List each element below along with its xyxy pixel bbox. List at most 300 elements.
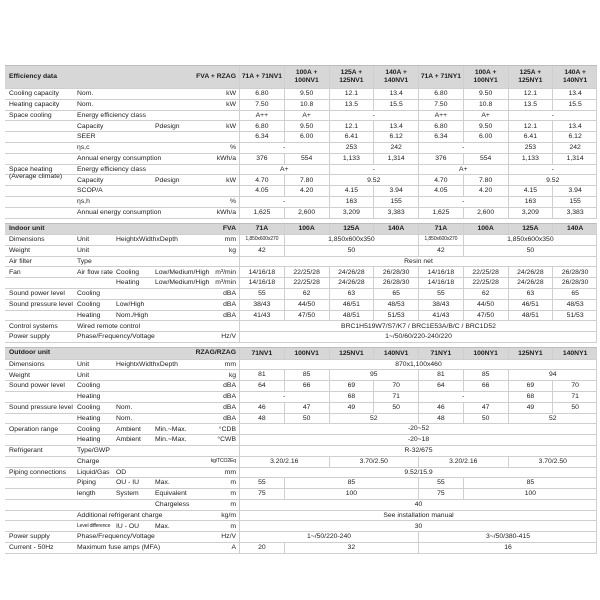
column-header — [329, 66, 374, 88]
value-cell: 6.80 — [239, 121, 284, 131]
row-labels — [5, 332, 239, 342]
value-cell: 376 — [239, 154, 284, 164]
value-cell: 1,850x600x270 — [239, 235, 284, 245]
value-cell: 50 — [284, 246, 418, 256]
value-cell: 68 — [329, 392, 374, 402]
spec-row — [5, 132, 597, 143]
value-cell: 155 — [552, 197, 597, 207]
spec-row — [5, 360, 597, 371]
value-cell: - — [508, 165, 598, 175]
row-label: Equivalent — [155, 490, 187, 498]
spec-row — [5, 257, 597, 268]
spec-row — [5, 289, 597, 300]
row-labels — [5, 360, 239, 370]
spec-row — [5, 332, 597, 343]
value-cell: 12.1 — [508, 89, 553, 99]
unit-label: kWh/a — [216, 208, 236, 216]
unit-label: % — [229, 144, 236, 152]
value-cell: BRC1H519W7/S7/K7 / BRC1E53A/B/C / BRC1D52 — [239, 321, 597, 331]
row-label: Cooling — [77, 403, 101, 411]
value-cell: 14/16/18 — [418, 267, 463, 277]
column-header — [508, 348, 553, 359]
value-cell: 44/50 — [463, 300, 508, 310]
value-cell: 85 — [463, 370, 508, 380]
row-label: Refrigerant — [9, 447, 43, 455]
value-cell: 3.70/2.50 — [508, 457, 598, 467]
value-cell: 9.50 — [284, 121, 329, 131]
row-label: Wired remote control — [77, 322, 141, 330]
row-label: Additional refrigerant charge — [77, 511, 163, 519]
column-header-label: 125A — [522, 225, 539, 233]
value-cell: 10.8 — [463, 100, 508, 110]
unit-label: m — [230, 479, 236, 487]
spec-row — [5, 143, 597, 154]
column-header-label: 100A + 100NV1 — [294, 68, 319, 84]
spec-row — [5, 457, 597, 468]
value-cell: 6.34 — [239, 132, 284, 142]
value-cell: 6.12 — [552, 132, 597, 142]
value-cell: 13.5 — [329, 100, 374, 110]
spec-row — [5, 414, 597, 425]
unit-label: kW — [226, 122, 236, 130]
unit-label: dBA — [223, 311, 236, 319]
value-cell: 63 — [508, 289, 553, 299]
value-cell: 49 — [508, 403, 553, 413]
value-cell: 9.50 — [284, 89, 329, 99]
value-cell: See installation manual — [239, 511, 597, 521]
row-label: Sound power level — [9, 382, 65, 390]
value-cell: 14/16/18 — [239, 267, 284, 277]
value-cell: 13.4 — [373, 121, 418, 131]
column-header — [373, 348, 418, 359]
row-label: Cooling — [77, 425, 101, 433]
value-cell: A+ — [418, 165, 508, 175]
row-label: Space cooling — [9, 111, 52, 119]
row-label: ηs,h — [77, 198, 90, 206]
column-header — [239, 66, 284, 88]
column-header — [284, 66, 329, 88]
value-cell: 3,209 — [329, 208, 374, 218]
row-label: Phase/Frequency/Voltage — [77, 533, 155, 541]
spec-row — [5, 278, 597, 289]
value-cell: 50 — [463, 414, 508, 424]
row-label: SCOP/A — [77, 187, 103, 195]
row-label: Operation range — [9, 425, 59, 433]
column-header-label: 140A + 140NY1 — [563, 68, 588, 84]
value-cell: 1,133 — [508, 154, 553, 164]
spec-row — [5, 543, 597, 554]
column-header — [284, 348, 329, 359]
spec-row — [5, 100, 597, 111]
value-cell: 85 — [284, 478, 418, 488]
unit-label: dBA — [223, 301, 236, 309]
value-cell: 68 — [508, 392, 553, 402]
value-cell: 47/50 — [463, 311, 508, 321]
value-cell: 3,383 — [373, 208, 418, 218]
row-label: Energy efficiency class — [77, 165, 147, 173]
value-cell: 64 — [239, 381, 284, 391]
unit-label: m — [230, 490, 236, 498]
row-label: Cooling — [77, 382, 101, 390]
row-label: Dimensions — [9, 236, 45, 244]
row-label: Dimensions — [9, 360, 45, 368]
row-labels — [5, 197, 239, 207]
value-cell: 12.1 — [329, 121, 374, 131]
column-header-label: 140A + 140NV1 — [384, 68, 409, 84]
spec-row — [5, 311, 597, 322]
row-label: Heating — [77, 393, 101, 401]
row-label: Unit — [77, 360, 90, 368]
spec-row — [5, 403, 597, 414]
spec-row — [5, 300, 597, 311]
value-cell: 44/50 — [284, 300, 329, 310]
row-label: Cooling — [77, 301, 101, 309]
value-cell: A++ — [418, 111, 463, 121]
value-cell: 3~/50/380-415 — [418, 532, 597, 542]
row-label: Low/Medium/High — [155, 268, 210, 276]
unit-label: dBA — [223, 414, 236, 422]
value-cell: 62 — [284, 289, 329, 299]
row-label: Power supply — [9, 533, 50, 541]
row-labels — [5, 321, 239, 331]
row-label: Power supply — [9, 333, 50, 341]
value-cell: 22/25/28 — [284, 267, 329, 277]
value-cell: 95 — [329, 370, 419, 380]
value-cell: 24/26/28 — [329, 267, 374, 277]
row-label: Annual energy consumption — [77, 208, 162, 216]
value-cell: 70 — [373, 381, 418, 391]
value-cell: 26/28/30 — [373, 267, 418, 277]
row-labels — [5, 521, 239, 531]
row-label: Type — [77, 257, 92, 265]
value-cell: 1,625 — [239, 208, 284, 218]
value-cell: 48 — [418, 414, 463, 424]
row-label: Air flow rate — [77, 268, 113, 276]
column-header — [552, 224, 597, 235]
value-cell: 22/25/28 — [284, 278, 329, 288]
column-header — [329, 224, 374, 235]
spec-row — [5, 370, 597, 381]
row-label: Control systems — [9, 322, 58, 330]
value-cell: 26/28/30 — [552, 267, 597, 277]
value-cell: 47/50 — [284, 311, 329, 321]
value-cell: 15.5 — [552, 100, 597, 110]
value-cell: 94 — [508, 370, 598, 380]
value-cell: 38/43 — [239, 300, 284, 310]
value-cell: 22/25/28 — [463, 278, 508, 288]
row-labels — [5, 457, 239, 467]
unit-label: m³/min — [215, 268, 236, 276]
row-label: OD — [116, 468, 127, 476]
row-label: Unit — [77, 236, 90, 244]
value-cell: 253 — [508, 143, 553, 153]
value-cell: 70 — [552, 381, 597, 391]
unit-label: kg/TCO2Eq — [210, 457, 236, 464]
spec-row — [5, 246, 597, 257]
row-label: Chargeless — [155, 501, 190, 509]
value-cell: - — [239, 143, 329, 153]
column-header-label: 100A + 100NY1 — [473, 68, 498, 84]
column-header — [418, 224, 463, 235]
row-label: Current - 50Hz — [9, 544, 54, 552]
section-title-area — [5, 66, 239, 88]
column-header-label: 125A + 125NY1 — [518, 68, 543, 84]
row-labels — [5, 532, 239, 542]
row-labels — [5, 414, 239, 424]
value-cell: 9.52/15.9 — [239, 468, 597, 478]
row-labels — [5, 289, 239, 299]
row-label: Weight — [9, 371, 31, 379]
row-labels — [5, 278, 239, 288]
value-cell: 71 — [373, 392, 418, 402]
value-cell: 4.70 — [239, 175, 284, 185]
value-cell: 55 — [239, 478, 284, 488]
value-cell: 46/51 — [329, 300, 374, 310]
value-cell: 6.34 — [418, 132, 463, 142]
value-cell: 51/53 — [552, 311, 597, 321]
row-label: Nom. — [116, 403, 133, 411]
column-header — [373, 66, 418, 88]
spec-row — [5, 381, 597, 392]
row-labels — [5, 435, 239, 445]
value-cell: 55 — [418, 478, 463, 488]
row-label: Capacity — [77, 122, 104, 130]
value-cell: 155 — [373, 197, 418, 207]
spec-table — [5, 65, 597, 554]
row-labels — [5, 257, 239, 267]
value-cell: 2,600 — [284, 208, 329, 218]
value-cell: 71 — [552, 392, 597, 402]
row-labels — [5, 468, 239, 478]
spec-row — [5, 89, 597, 100]
spec-row — [5, 478, 597, 489]
unit-label: dBA — [223, 382, 236, 390]
row-label: Pdesign — [155, 122, 180, 130]
value-cell: 26/28/30 — [552, 278, 597, 288]
value-cell: - — [329, 111, 419, 121]
column-header-label: 125A + 125NV1 — [339, 68, 364, 84]
column-header — [508, 66, 553, 88]
spec-row — [5, 154, 597, 165]
value-cell: 24/26/28 — [329, 278, 374, 288]
value-cell: 47 — [463, 403, 508, 413]
column-header-label: 100NY1 — [473, 349, 498, 357]
row-label: Low/Medium/High — [155, 279, 210, 287]
value-cell: 75 — [418, 489, 463, 499]
spec-row — [5, 267, 597, 278]
row-label: Pdesign — [155, 176, 180, 184]
row-label: System — [116, 490, 139, 498]
value-cell: 163 — [508, 197, 553, 207]
row-labels — [5, 175, 239, 185]
value-cell: 12.1 — [508, 121, 553, 131]
value-cell: 14/16/18 — [418, 278, 463, 288]
row-label: Piping connections — [9, 468, 67, 476]
value-cell: 1,850x600x350 — [463, 235, 597, 245]
row-label: Nom./High — [116, 311, 149, 319]
value-cell: 100 — [463, 489, 597, 499]
unit-label: kW — [226, 100, 236, 108]
value-cell: 9.50 — [463, 121, 508, 131]
row-labels — [5, 111, 239, 121]
row-label: Type/GWP — [77, 447, 110, 455]
value-cell: - — [508, 111, 598, 121]
column-header — [239, 348, 284, 359]
value-cell: 12.1 — [329, 89, 374, 99]
column-header-label: 140NV1 — [383, 349, 409, 357]
section-title-area — [5, 348, 239, 359]
unit-label: m — [230, 501, 236, 509]
section-title: Efficiency data — [9, 73, 57, 81]
row-label: IU - OU — [116, 522, 140, 530]
value-cell: - — [418, 392, 508, 402]
row-labels — [5, 132, 239, 142]
value-cell: 46 — [418, 403, 463, 413]
column-header-label: 100NV1 — [294, 349, 319, 357]
spec-row — [5, 511, 597, 522]
column-header-label: 125NV1 — [339, 349, 364, 357]
spec-row — [5, 235, 597, 246]
row-labels — [5, 403, 239, 413]
spec-row — [5, 468, 597, 479]
row-label: Energy efficiency class — [77, 111, 147, 119]
value-cell: 69 — [508, 381, 553, 391]
spec-row — [5, 197, 597, 208]
row-label: Weight — [9, 247, 31, 255]
column-header — [329, 348, 374, 359]
value-cell: 85 — [463, 478, 597, 488]
column-header-label: 140NY1 — [562, 349, 588, 357]
value-cell: 6.00 — [463, 132, 508, 142]
row-labels — [5, 370, 239, 380]
spec-row — [5, 532, 597, 543]
row-labels — [5, 208, 239, 218]
spec-row — [5, 489, 597, 500]
unit-label: dBA — [223, 403, 236, 411]
section-model-label: FVA — [222, 225, 236, 233]
spec-row — [5, 521, 597, 532]
unit-label: mm — [224, 360, 236, 368]
value-cell: 6.80 — [239, 89, 284, 99]
unit-label: kW — [226, 90, 236, 98]
value-cell: 42 — [418, 246, 463, 256]
row-label: Charge — [77, 457, 100, 465]
row-label: Space heating (Average climate) — [9, 165, 63, 181]
value-cell: 24/26/28 — [508, 267, 553, 277]
unit-label: m³/min — [215, 279, 236, 287]
row-label: Unit — [77, 247, 90, 255]
row-label: HeightxWidthxDepth — [116, 360, 178, 368]
value-cell: 3.94 — [552, 186, 597, 196]
value-cell: 4.20 — [463, 186, 508, 196]
column-header — [552, 66, 597, 88]
value-cell: 13.4 — [373, 89, 418, 99]
value-cell: 48/51 — [329, 311, 374, 321]
column-header-label: 100A — [298, 225, 315, 233]
value-cell: 14/16/18 — [239, 278, 284, 288]
value-cell: 65 — [373, 289, 418, 299]
value-cell: 7.80 — [463, 175, 508, 185]
unit-label: kg — [228, 371, 236, 379]
row-labels — [5, 154, 239, 164]
column-header-label: 71NV1 — [251, 349, 273, 357]
section-title: Indoor unit — [9, 225, 45, 233]
row-labels — [5, 500, 239, 510]
row-label: Capacity — [77, 176, 104, 184]
value-cell: 4.05 — [239, 186, 284, 196]
value-cell: 66 — [284, 381, 329, 391]
unit-label: Hz/V — [221, 533, 236, 541]
value-cell: A+ — [239, 165, 329, 175]
spec-row — [5, 321, 597, 332]
unit-label: m — [230, 522, 236, 530]
value-cell: - — [418, 143, 508, 153]
row-label: Air filter — [9, 257, 33, 265]
value-cell: 4.05 — [418, 186, 463, 196]
value-cell: 4.20 — [284, 186, 329, 196]
row-label: Min.~Max. — [155, 436, 187, 444]
spec-row — [5, 111, 597, 122]
value-cell: 52 — [329, 414, 419, 424]
row-label: Heating — [77, 436, 101, 444]
value-cell: 3.20/2.16 — [239, 457, 329, 467]
row-labels — [5, 89, 239, 99]
column-header-label: 71A — [434, 225, 448, 233]
unit-label: % — [229, 198, 236, 206]
row-label: Sound power level — [9, 290, 65, 298]
value-cell: 4.15 — [508, 186, 553, 196]
value-cell: 50 — [552, 403, 597, 413]
value-cell: 46 — [239, 403, 284, 413]
column-header — [463, 224, 508, 235]
row-label: SEER — [77, 133, 96, 141]
value-cell: - — [239, 392, 329, 402]
value-cell: -20~18 — [239, 435, 597, 445]
value-cell: 40 — [239, 500, 597, 510]
value-cell: 55 — [239, 289, 284, 299]
value-cell: 62 — [463, 289, 508, 299]
value-cell: 26/28/30 — [373, 278, 418, 288]
catalog-page — [0, 65, 600, 600]
value-cell: 66 — [463, 381, 508, 391]
row-label: Ambient — [116, 425, 141, 433]
value-cell: 41/43 — [239, 311, 284, 321]
value-cell: 48/51 — [508, 311, 553, 321]
row-label: Nom. — [116, 414, 133, 422]
spec-row — [5, 175, 597, 186]
row-label: Nom. — [77, 90, 94, 98]
section-title: Outdoor unit — [9, 349, 51, 357]
value-cell: 9.52 — [508, 175, 598, 185]
section-bar-efficiency-data — [5, 65, 597, 89]
row-labels — [5, 392, 239, 402]
value-cell: 6.80 — [418, 121, 463, 131]
value-cell: 3.70/2.50 — [329, 457, 419, 467]
value-cell: 6.80 — [418, 89, 463, 99]
value-cell: 81 — [239, 370, 284, 380]
column-header-label: 71NY1 — [430, 349, 452, 357]
value-cell: 6.00 — [284, 132, 329, 142]
value-cell: 870x1,100x460 — [239, 360, 597, 370]
section-model-label: RZAG/RZAG — [195, 349, 236, 357]
value-cell: 1~/50/60/220-240/220 — [239, 332, 597, 342]
value-cell: 1,850x600x270 — [418, 235, 463, 245]
unit-label: mm — [224, 236, 236, 244]
column-header — [373, 224, 418, 235]
unit-label: mm — [224, 468, 236, 476]
column-header — [418, 66, 463, 88]
row-label: Level difference — [77, 522, 111, 529]
